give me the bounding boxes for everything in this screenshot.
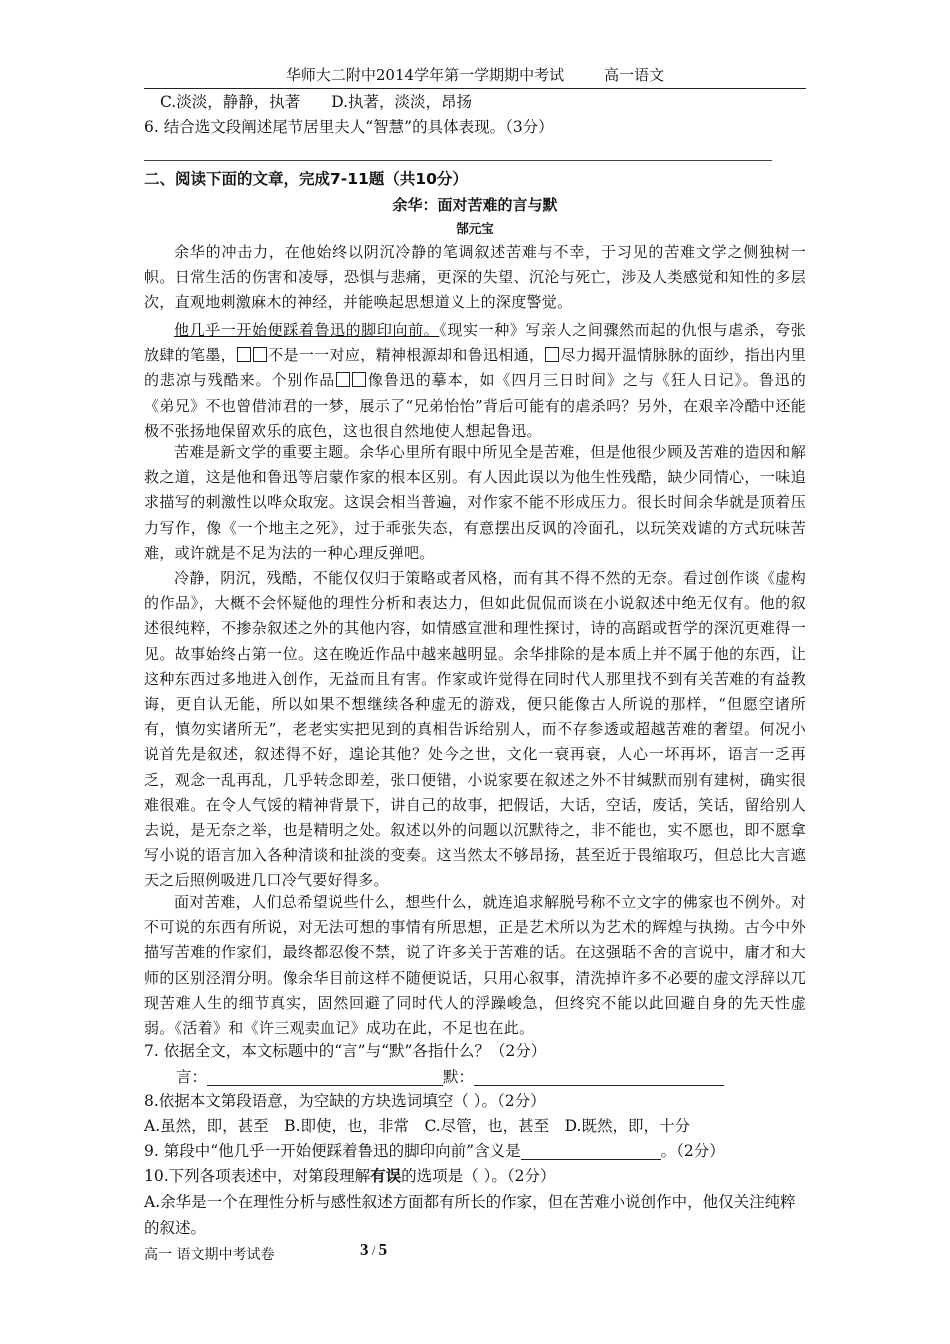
section-heading: 二、阅读下面的文章，完成7-11题（共10分）	[144, 170, 468, 188]
question-7: 7. 依据全文，本文标题中的“言”与“默”各指什么？（2分）	[144, 1042, 547, 1060]
blank-box	[336, 372, 350, 387]
blank-box	[545, 347, 559, 362]
blank-box	[352, 372, 366, 387]
question-7-answer-row: 言： 默：	[176, 1064, 838, 1090]
article-title: 余华：面对苦难的言与默	[392, 196, 558, 214]
header-subject: 高一语文	[604, 66, 665, 84]
answer-line-mo[interactable]	[474, 1067, 724, 1086]
article-paragraph-4: 冷静，阴沉，残酷，不能仅仅归于策略或者风格，而有其不得不然的无奈。看过创作谈《虚构的作品》，大概不会怀疑他的理性分析和表达力，但如此侃侃而谈在小说叙述中绝无仅有。他的叙述很纯粹，不掺杂叙述之外的其他内容，如情感宣泄和理性探讨，诗的高蹈或哲学的深沉更难得一见。故事始终占第一位。这在晚近作品中越来越明显。余华排除的是本质上并不属于他的东西，让这种东西过多地进入创作，无益而且有害。作家或许觉得在同时代人那里找不到有关苦难的有益教诲，更自认无能，所以如果不想继续各种虚无的游戏，便只能像古人所说的那样，“但愿空诸所有，慎勿实诸所无”，老老实实把见到的真相告诉给别人，而不存参透或超越苦难的奢望。何况小说首先是叙述，叙述得不好，遑论其他？处今之世，文化一衰再衰，人心一坏再坏，语言一乏再乏，观念一乱再乱，几乎转念即差，张口便错，小说家要在叙述之外不甘缄默而别有建树，确实很难很难。在令人气馁的精神背景下，讲自己的故事，把假话，大话，空话，废话，笑话，留给别人去说，是无奈之举，也是精明之处。叙述以外的问题以沉默待之，非不能也，实不愿也，即不愿拿写小说的语言加入各种清谈和扯淡的变奏。这当然太不够昂扬，甚至近于畏缩取巧，但总比大言遮天之后照例吸进几口冷气要好得多。	[144, 569, 806, 890]
page-header	[144, 64, 806, 89]
underlined-sentence: 他几乎一开始便踩着鲁迅的脚印向前。	[174, 321, 440, 339]
question-10: 10.下列各项表述中，对第段理解有误的选项是（ ）。（2分）	[144, 1167, 556, 1185]
header-school-exam: 华师大二附中2014学年第一学期期中考试	[285, 66, 565, 84]
question-8: 8.依据本文第段语意，为空缺的方块选词填空（ ）。（2分）	[144, 1092, 546, 1110]
article-paragraph-2: 他几乎一开始便踩着鲁迅的脚印向前。《现实一种》写亲人之间骤然而起的仇恨与虐杀，夸张放肆的笔墨， 不是一一对应，精神根源却和鲁迅相通， 尽力揭开温情脉脉的面纱，指出内里的悲凉与残酷来。个别作品 像鲁迅的摹本，如《四月三日时间》之与《狂人日记》。鲁迅的《弟兄》不也曾借沛君的一梦，展示了“兄弟怡怡”背后可能有的虐杀吗？另外，在艰辛冷酷中还能极不张扬地保留欢乐的底色，这也很自然地使人想起鲁迅。	[144, 321, 807, 440]
question-10-option-a: A.余华是一个在理性分析与感性叙述方面都有所长的作家，但在苦难小说创作中，他仅关注纯粹的叙述。	[144, 1193, 796, 1237]
blank-box	[253, 347, 267, 362]
article-paragraph-5: 面对苦难，人们总希望说些什么，想些什么，就连追求解脱号称不立文字的佛家也不例外。对不可说的东西有所说，对无法可想的事情有所思想，正是艺术所以为艺术的辉煌与执拗。古今中外描写苦难的作家们，最终都忍俊不禁，说了许多关于苦难的话。在这强聒不舍的言说中，庸才和大师的区别泾渭分明。像余华目前这样不随便说话，只用心叙事，清洗掉许多不必要的虚文浮辞以兀现苦难人生的细节真实，固然回避了同时代人的浮躁峻急，但终究不能以此回避自身的先天性虚弱。《活着》和《许三观卖血记》成功在此，不足也在此。	[144, 893, 806, 1038]
question-6: 6. 结合选文段阐述尾节居里夫人“智慧”的具体表现。（3分）	[144, 118, 554, 136]
question-9: 9. 第段中“他几乎一开始便踩着鲁迅的脚印向前”含义是 。（2分）	[144, 1142, 725, 1160]
blank-box	[237, 347, 251, 362]
page-number: 3 / 5	[360, 1240, 388, 1259]
previous-options-line: C.淡淡，静静，执著 D.执著，淡淡，昂扬	[160, 93, 473, 111]
answer-line-yan[interactable]	[207, 1067, 443, 1086]
article-paragraph-1: 余华的冲击力，在他始终以阴沉冷静的笔调叙述苦难与不幸，于习见的苦难文学之侧独树一帜。日常生活的伤害和凌辱，恐惧与悲痛，更深的失望、沉沦与死亡，涉及人类感觉和知性的多层次，直观地刺激麻木的神经，并能唤起思想道义上的深度警觉。	[144, 243, 806, 312]
emphasis-text: 有误	[370, 1167, 402, 1185]
page-footer: 高一 语文期中考试卷	[144, 1247, 275, 1263]
answer-line-q6	[144, 160, 772, 161]
article-author: 郜元宝	[456, 221, 494, 236]
article-paragraph-3: 苦难是新文学的重要主题。余华心里所有眼中所见全是苦难，但是他很少顾及苦难的造因和解救之道，这是他和鲁迅等启蒙作家的根本区别。有人因此误以为他生性残酷，缺少同情心，一味追求描写的刺激性以哗众取宠。这误会相当普遍，对作家不能不形成压力。很长时间余华就是顶着压力写作，像《一个地主之死》，过于乖张失态，有意摆出反讽的冷面孔，以玩笑戏谑的方式玩味苦难，或许就是不足为法的一种心理反弹吧。	[144, 443, 806, 562]
answer-line-q9[interactable]	[521, 1141, 661, 1160]
question-8-options: A.虽然，即，甚至 B.即使，也，非常 C.尽管，也，甚至 D.既然，即，十分	[144, 1117, 690, 1135]
